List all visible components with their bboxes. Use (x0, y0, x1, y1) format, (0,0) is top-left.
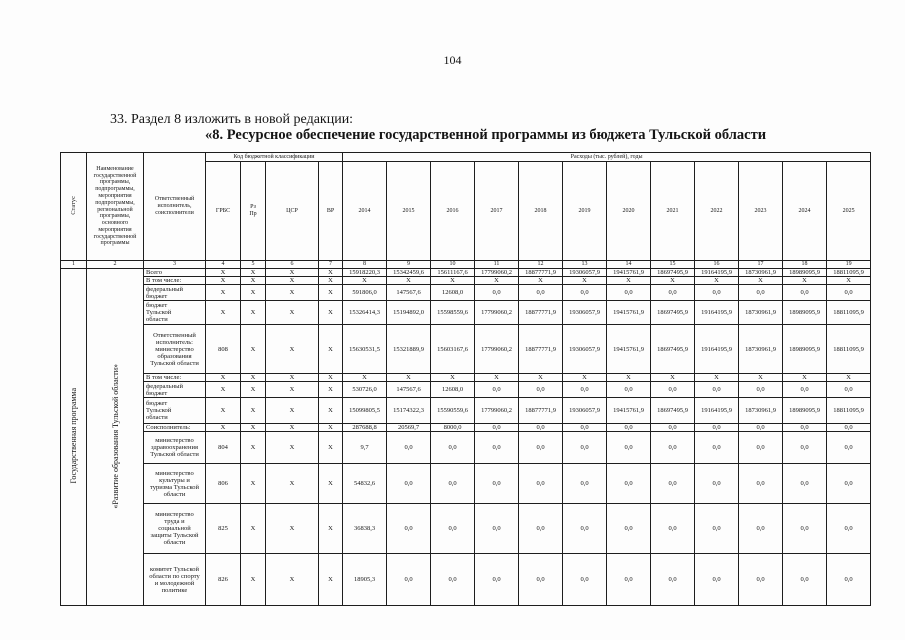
rzpr-cell: X (241, 398, 266, 424)
expense-cell: 0,0 (475, 424, 519, 432)
expense-cell: 0,0 (563, 432, 607, 464)
csr-cell: X (266, 269, 319, 277)
expense-cell: 19415761,9 (607, 398, 651, 424)
executor-cell: Соисполнитель: (144, 424, 206, 432)
expense-cell: 19306057,9 (563, 269, 607, 277)
expense-cell: 0,0 (475, 382, 519, 398)
expense-cell: 18811095,9 (827, 269, 871, 277)
expense-cell: 18989095,9 (783, 301, 827, 325)
grbs-cell: 804 (206, 432, 241, 464)
expense-cell: X (431, 374, 475, 382)
expense-cell: 9,7 (343, 432, 387, 464)
csr-cell: X (266, 325, 319, 374)
column-number: 19 (827, 261, 871, 269)
expense-cell: X (739, 374, 783, 382)
expense-cell: 0,0 (739, 504, 783, 554)
column-number: 13 (563, 261, 607, 269)
expense-cell: 0,0 (563, 382, 607, 398)
vr-cell: X (319, 285, 343, 301)
expense-cell: 530726,0 (343, 382, 387, 398)
expense-cell: 0,0 (783, 504, 827, 554)
executor-cell: В том числе: (144, 374, 206, 382)
column-number: 10 (431, 261, 475, 269)
column-number: 8 (343, 261, 387, 269)
expense-cell: 0,0 (827, 382, 871, 398)
expense-cell: 0,0 (607, 504, 651, 554)
table-row (61, 554, 871, 606)
executor-cell: Ответственный исполнитель: министерство образования Тульской области (144, 325, 206, 374)
expense-cell: 287688,8 (343, 424, 387, 432)
expense-cell: 19164195,9 (695, 301, 739, 325)
resource-table (60, 152, 871, 606)
csr-cell: X (266, 432, 319, 464)
expense-cell: 0,0 (519, 382, 563, 398)
expense-cell: 0,0 (651, 285, 695, 301)
rzpr-cell: X (241, 269, 266, 277)
expense-cell: X (827, 374, 871, 382)
column-number: 18 (783, 261, 827, 269)
vr-cell: X (319, 382, 343, 398)
rzpr-cell: X (241, 301, 266, 325)
expense-cell: 0,0 (739, 285, 783, 301)
executor-cell: комитет Тульской области по спорту и молодежной политике (144, 554, 206, 606)
rzpr-header (241, 162, 266, 261)
expense-cell: 18697495,9 (651, 269, 695, 277)
vr-cell: X (319, 277, 343, 285)
expense-cell: 19415761,9 (607, 301, 651, 325)
expense-cell: 15174322,3 (387, 398, 431, 424)
vr-cell: X (319, 269, 343, 277)
expense-cell: 0,0 (607, 382, 651, 398)
grbs-cell: 806 (206, 464, 241, 504)
table-row (61, 325, 871, 374)
expense-cell: 18905,3 (343, 554, 387, 606)
column-number: 11 (475, 261, 519, 269)
expense-cell: 0,0 (695, 285, 739, 301)
expense-cell: 19306057,9 (563, 398, 607, 424)
expense-cell: 0,0 (431, 464, 475, 504)
expense-cell: 591806,0 (343, 285, 387, 301)
rzpr-cell: X (241, 374, 266, 382)
expense-cell: 0,0 (563, 285, 607, 301)
table-row (61, 285, 871, 301)
year-header: 2023 (739, 162, 783, 261)
table-row (61, 432, 871, 464)
table-row (61, 374, 871, 382)
expense-cell: X (739, 277, 783, 285)
expense-cell: X (431, 277, 475, 285)
column-number: 5 (241, 261, 266, 269)
table-row (61, 504, 871, 554)
rzpr-cell: X (241, 424, 266, 432)
column-number: 3 (144, 261, 206, 269)
column-number: 4 (206, 261, 241, 269)
expense-cell: 0,0 (387, 554, 431, 606)
expense-cell: X (343, 277, 387, 285)
executor-cell: бюджет Тульской области (144, 301, 206, 325)
expense-cell: 0,0 (431, 504, 475, 554)
year-header: 2020 (607, 162, 651, 261)
page-number: 104 (443, 53, 462, 67)
expense-cell: 18697495,9 (651, 398, 695, 424)
status-value: Государственная программа (69, 388, 78, 484)
expense-cell: X (783, 277, 827, 285)
grbs-cell: X (206, 382, 241, 398)
expense-cell: 18697495,9 (651, 325, 695, 374)
expense-cell: 19415761,9 (607, 269, 651, 277)
expense-cell: 0,0 (695, 432, 739, 464)
vr-cell: X (319, 301, 343, 325)
csr-cell: X (266, 554, 319, 606)
rzpr-cell: X (241, 277, 266, 285)
expense-cell: 0,0 (651, 504, 695, 554)
rzpr-cell: X (241, 504, 266, 554)
year-header: 2015 (387, 162, 431, 261)
column-number: 17 (739, 261, 783, 269)
expense-cell: 0,0 (739, 432, 783, 464)
rzpr-header-label: Рз Пр (249, 204, 257, 217)
program-name: «Развитие образования Тульской области» (110, 363, 120, 509)
expense-cell: 0,0 (695, 504, 739, 554)
expense-cell: X (519, 277, 563, 285)
expense-cell: 0,0 (783, 464, 827, 504)
expense-cell: 19306057,9 (563, 301, 607, 325)
expense-cell: 15630531,5 (343, 325, 387, 374)
expense-cell: 0,0 (475, 432, 519, 464)
vr-cell: X (319, 464, 343, 504)
expense-cell: X (519, 374, 563, 382)
expense-cell: 0,0 (783, 382, 827, 398)
grbs-cell: X (206, 424, 241, 432)
expense-cell: 0,0 (387, 464, 431, 504)
expense-cell: 147567,6 (387, 285, 431, 301)
column-number: 1 (61, 261, 87, 269)
csr-cell: X (266, 424, 319, 432)
expense-cell: 8000,0 (431, 424, 475, 432)
table-row (61, 382, 871, 398)
expense-cell: 18730961,9 (739, 398, 783, 424)
executor-cell: Всего (144, 269, 206, 277)
rzpr-cell: X (241, 382, 266, 398)
expense-cell: 54832,6 (343, 464, 387, 504)
vr-cell: X (319, 504, 343, 554)
expense-cell: 0,0 (651, 424, 695, 432)
year-header: 2024 (783, 162, 827, 261)
expense-cell: 0,0 (783, 554, 827, 606)
expense-cell: X (783, 374, 827, 382)
expense-cell: 0,0 (607, 554, 651, 606)
expense-cell: 0,0 (827, 554, 871, 606)
expense-cell: 0,0 (739, 464, 783, 504)
expense-cell: 19164195,9 (695, 269, 739, 277)
year-header: 2019 (563, 162, 607, 261)
executor-cell: бюджет Тульской области (144, 398, 206, 424)
column-number: 14 (607, 261, 651, 269)
executor-cell: министерство здравоохранения Тульской области (144, 432, 206, 464)
expense-cell: 0,0 (387, 432, 431, 464)
vr-cell: X (319, 374, 343, 382)
csr-cell: X (266, 464, 319, 504)
expense-cell: 0,0 (695, 464, 739, 504)
expense-cell: X (651, 374, 695, 382)
expense-cell: 18730961,9 (739, 301, 783, 325)
column-number: 2 (87, 261, 144, 269)
expense-cell: X (651, 277, 695, 285)
vr-cell: X (319, 424, 343, 432)
column-number-row (61, 261, 871, 269)
expense-cell: 12608,0 (431, 285, 475, 301)
year-header: 2021 (651, 162, 695, 261)
expense-cell: 0,0 (431, 554, 475, 606)
expense-cell: 20569,7 (387, 424, 431, 432)
table-body (61, 269, 871, 606)
column-number: 6 (266, 261, 319, 269)
vr-cell: X (319, 554, 343, 606)
column-number: 15 (651, 261, 695, 269)
column-number: 12 (519, 261, 563, 269)
expense-cell: 0,0 (475, 285, 519, 301)
name-header: Наименование государственной программы, подпрограммы, мероприятия подпрограммы, региональной программы, основного мероприятия государственной программы (87, 153, 144, 261)
expense-cell: 0,0 (475, 504, 519, 554)
expense-cell: 19164195,9 (695, 398, 739, 424)
table-row (61, 424, 871, 432)
grbs-cell: X (206, 285, 241, 301)
vr-cell: X (319, 325, 343, 374)
grbs-header: ГРБС (206, 162, 241, 261)
vr-header: ВР (319, 162, 343, 261)
expense-cell: 0,0 (739, 382, 783, 398)
rzpr-cell: X (241, 325, 266, 374)
expense-cell: X (475, 277, 519, 285)
rzpr-cell: X (241, 285, 266, 301)
status-cell (61, 269, 87, 606)
rzpr-cell: X (241, 432, 266, 464)
expense-cell: X (387, 374, 431, 382)
expense-cell: X (475, 374, 519, 382)
year-header: 2014 (343, 162, 387, 261)
expense-cell: 0,0 (651, 432, 695, 464)
expense-cell: 15194892,0 (387, 301, 431, 325)
expense-cell: 19415761,9 (607, 325, 651, 374)
expense-cell: 17799060,2 (475, 398, 519, 424)
expense-cell: 0,0 (651, 464, 695, 504)
executor-cell: В том числе: (144, 277, 206, 285)
grbs-cell: X (206, 374, 241, 382)
year-header: 2018 (519, 162, 563, 261)
grbs-cell: X (206, 398, 241, 424)
csr-cell: X (266, 382, 319, 398)
expense-cell: 0,0 (519, 432, 563, 464)
expense-cell: 0,0 (607, 424, 651, 432)
year-header: 2022 (695, 162, 739, 261)
expense-cell: 17799060,2 (475, 269, 519, 277)
expense-cell: 0,0 (519, 504, 563, 554)
expense-cell: 0,0 (431, 432, 475, 464)
expense-cell: 18730961,9 (739, 269, 783, 277)
expense-cell: X (607, 374, 651, 382)
expense-cell: 18730961,9 (739, 325, 783, 374)
csr-header: ЦСР (266, 162, 319, 261)
expense-cell: 0,0 (783, 432, 827, 464)
year-header: 2016 (431, 162, 475, 261)
program-name-cell (87, 269, 144, 606)
expense-cell: 0,0 (563, 554, 607, 606)
expense-cell: 15603167,6 (431, 325, 475, 374)
expense-cell: 18811095,9 (827, 398, 871, 424)
expense-cell: 17799060,2 (475, 301, 519, 325)
expense-cell: X (563, 374, 607, 382)
grbs-cell: 825 (206, 504, 241, 554)
expense-cell: 18877771,9 (519, 325, 563, 374)
expense-cell: 147567,6 (387, 382, 431, 398)
grbs-cell: X (206, 301, 241, 325)
column-number: 7 (319, 261, 343, 269)
csr-cell: X (266, 277, 319, 285)
table-row (61, 464, 871, 504)
expense-cell: 0,0 (783, 424, 827, 432)
expense-cell: 0,0 (519, 285, 563, 301)
expense-cell: 15598559,6 (431, 301, 475, 325)
expense-cell: 0,0 (695, 424, 739, 432)
expense-cell: 15099805,5 (343, 398, 387, 424)
expense-cell: 18811095,9 (827, 325, 871, 374)
csr-cell: X (266, 301, 319, 325)
expense-cell: 0,0 (475, 464, 519, 504)
expense-cell: 0,0 (519, 554, 563, 606)
expense-cell: 0,0 (607, 464, 651, 504)
expense-cell: 0,0 (563, 464, 607, 504)
grbs-cell: X (206, 269, 241, 277)
column-number: 9 (387, 261, 431, 269)
expense-cell: X (827, 277, 871, 285)
expense-cell: 0,0 (387, 504, 431, 554)
expense-cell: 0,0 (827, 432, 871, 464)
amendment-instruction: 33. Раздел 8 изложить в новой редакции: (110, 112, 354, 127)
expense-cell: 18989095,9 (783, 269, 827, 277)
grbs-cell: 826 (206, 554, 241, 606)
expense-cell: 0,0 (519, 464, 563, 504)
vr-cell: X (319, 398, 343, 424)
rzpr-cell: X (241, 554, 266, 606)
expense-cell: 0,0 (651, 382, 695, 398)
expense-cell: 15590559,6 (431, 398, 475, 424)
expense-cell: X (695, 277, 739, 285)
expense-cell: 0,0 (695, 382, 739, 398)
expense-cell: 0,0 (607, 432, 651, 464)
csr-cell: X (266, 398, 319, 424)
expense-cell: 18697495,9 (651, 301, 695, 325)
expense-cell: 0,0 (827, 504, 871, 554)
section-title: «8. Ресурсное обеспечение государственной программы из бюджета Тульской области (205, 127, 767, 143)
expense-cell: 18989095,9 (783, 398, 827, 424)
status-header (61, 153, 87, 261)
expense-cell: 12608,0 (431, 382, 475, 398)
expense-cell: 15342459,6 (387, 269, 431, 277)
rzpr-cell: X (241, 464, 266, 504)
expense-cell: 15326414,3 (343, 301, 387, 325)
expense-cell: 19306057,9 (563, 325, 607, 374)
executor-cell: министерство труда и социальной защиты Тульской области (144, 504, 206, 554)
expense-cell: 0,0 (739, 554, 783, 606)
expense-cell: X (695, 374, 739, 382)
expense-cell: 0,0 (607, 285, 651, 301)
table-row (61, 277, 871, 285)
expense-cell: 0,0 (739, 424, 783, 432)
expense-cell: 0,0 (827, 424, 871, 432)
year-header: 2017 (475, 162, 519, 261)
executor-cell: федеральный бюджет (144, 382, 206, 398)
table-row (61, 269, 871, 277)
expense-cell: 19164195,9 (695, 325, 739, 374)
expense-cell: 18877771,9 (519, 301, 563, 325)
year-header: 2025 (827, 162, 871, 261)
executor-header: Ответственный исполнитель, соисполнители (144, 153, 206, 261)
expense-cell: 36838,3 (343, 504, 387, 554)
header-row-top (61, 153, 871, 162)
expense-cell: 0,0 (563, 504, 607, 554)
column-number: 16 (695, 261, 739, 269)
expense-cell: 18877771,9 (519, 269, 563, 277)
expense-cell: 15918220,3 (343, 269, 387, 277)
expense-cell: X (343, 374, 387, 382)
csr-cell: X (266, 285, 319, 301)
csr-cell: X (266, 374, 319, 382)
expense-cell: 18811095,9 (827, 301, 871, 325)
expense-cell: 18877771,9 (519, 398, 563, 424)
csr-cell: X (266, 504, 319, 554)
vr-cell: X (319, 432, 343, 464)
expense-cell: 15611167,6 (431, 269, 475, 277)
executor-cell: федеральный бюджет (144, 285, 206, 301)
table-row (61, 398, 871, 424)
expense-cell: 0,0 (563, 424, 607, 432)
budget-code-header: Код бюджетной классификации (206, 153, 343, 162)
expense-cell: X (563, 277, 607, 285)
expense-cell: 0,0 (827, 464, 871, 504)
table-row (61, 301, 871, 325)
expense-cell: X (387, 277, 431, 285)
expense-cell: 18989095,9 (783, 325, 827, 374)
expense-cell: 15321889,9 (387, 325, 431, 374)
expense-cell: 0,0 (475, 554, 519, 606)
expense-cell: 0,0 (783, 285, 827, 301)
executor-cell: министерство культуры и туризма Тульской области (144, 464, 206, 504)
grbs-cell: 808 (206, 325, 241, 374)
status-header-label: Статус (70, 195, 77, 215)
expense-cell: 17799060,2 (475, 325, 519, 374)
expense-cell: 0,0 (519, 424, 563, 432)
expense-cell: X (607, 277, 651, 285)
expense-cell: 0,0 (695, 554, 739, 606)
grbs-cell: X (206, 277, 241, 285)
expense-cell: 0,0 (827, 285, 871, 301)
expense-cell: 0,0 (651, 554, 695, 606)
expenses-header: Расходы (тыс. рублей), годы (343, 153, 871, 162)
